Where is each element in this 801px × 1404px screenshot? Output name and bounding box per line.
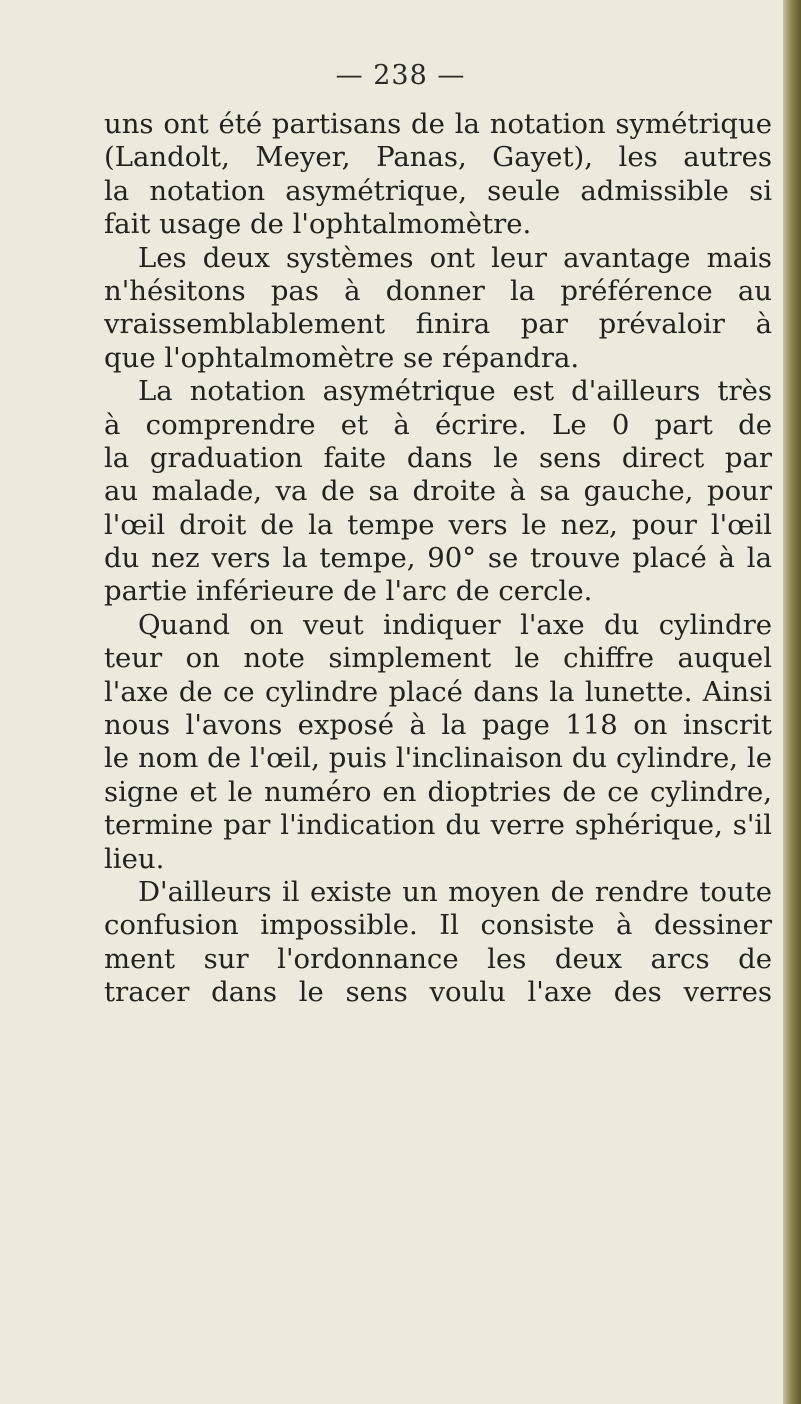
text-line: termine par l'indication du verre sphérique, s'il [104,809,772,842]
text-line: signe et le numéro en dioptries de ce cylindre, [104,775,772,808]
body-text [104,108,772,1010]
text-line: la graduation faite dans le sens direct par [104,441,772,474]
text-line: (Landolt, Meyer, Panas, Gayet), les autres [104,141,772,174]
text-line: tracer dans le sens voulu l'axe des verres [104,976,772,1009]
paragraph-start-line: Les deux systèmes ont leur avantage mais [138,241,772,274]
paragraph-start-line: D'ailleurs il existe un moyen de rendre toute [138,875,772,908]
text-line: le nom de l'œil, puis l'inclinaison du cylindre, le [104,742,772,775]
text-line: confusion impossible. Il consiste à dessiner [104,909,772,942]
text-line: ment sur l'ordonnance les deux arcs de [104,942,772,975]
text-line: la notation asymétrique, seule admissible si [104,174,772,207]
page-number: — 238 — [335,60,466,91]
paragraph-start-line: Quand on veut indiquer l'axe du cylindre [138,608,772,641]
text-line: n'hésitons pas à donner la préférence au [104,274,772,307]
text-line: uns ont été partisans de la notation symétrique [104,108,772,140]
text-line: à comprendre et à écrire. Le 0 part de [104,408,772,441]
page-edge-shadow [783,0,801,1404]
text-line: teur on note simplement le chiffre auquel [104,642,772,675]
text-line: lieu. [104,842,165,875]
text-line: au malade, va de sa droite à sa gauche, pour [104,475,772,508]
text-line: vraissemblablement finira par prévaloir à [104,308,772,341]
paragraph-start-line: La notation asymétrique est d'ailleurs très [138,375,772,408]
text-line: du nez vers la tempe, 90° se trouve placé à la [104,542,772,575]
text-line: l'axe de ce cylindre placé dans la lunette. Ainsi [104,675,772,708]
text-line: l'œil droit de la tempe vers le nez, pour l'œil [104,508,772,541]
text-line: fait usage de l'ophtalmomètre. [104,208,532,241]
text-line: que l'ophtalmomètre se répandra. [104,341,580,374]
text-line: partie inférieure de l'arc de cercle. [104,575,593,608]
text-line: nous l'avons exposé à la page 118 on inscrit [104,709,772,742]
